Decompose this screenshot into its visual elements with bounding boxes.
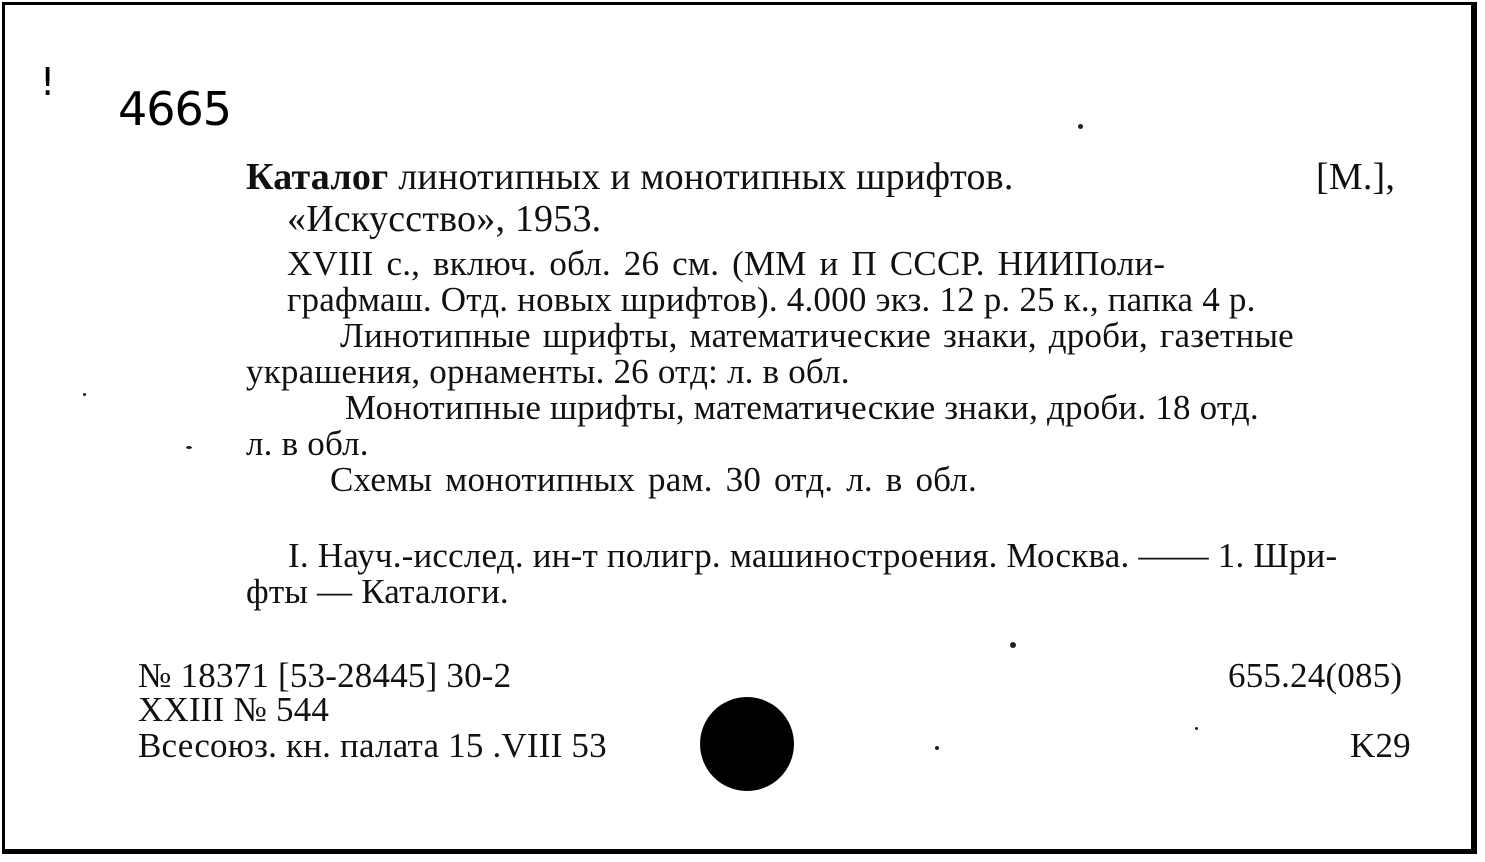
speck bbox=[83, 393, 86, 396]
speck bbox=[186, 446, 192, 449]
footer-classification: 655.24(085) bbox=[1228, 656, 1403, 695]
speck bbox=[935, 746, 939, 750]
collation-line-1: XVIII с., включ. обл. 26 см. (ММ и П СССР. НИИПоли- bbox=[287, 244, 1166, 283]
pencil-mark: ! bbox=[40, 60, 56, 104]
punch-hole bbox=[700, 697, 794, 791]
title-bold: Каталог bbox=[246, 156, 389, 198]
note-3-line-1: Схемы монотипных рам. 30 отд. л. в обл. bbox=[330, 460, 977, 499]
speck bbox=[1195, 727, 1198, 730]
note-1-line-2: украшения, орнаменты. 26 отд: л. в обл. bbox=[246, 352, 850, 391]
collation-line-2: графмаш. Отд. новых шрифтов). 4.000 экз. 12 р. 25 к., папка 4 р. bbox=[287, 280, 1256, 319]
tracing-line-2: фты — Каталоги. bbox=[246, 572, 509, 611]
speck bbox=[1078, 124, 1083, 129]
title-line bbox=[246, 158, 1014, 196]
publisher-line: «Искусство», 1953. bbox=[287, 198, 602, 240]
footer-record-number: № 18371 [53-28445] 30-2 bbox=[138, 656, 512, 695]
speck bbox=[1010, 642, 1016, 648]
footer-chamber-date: Всесоюз. кн. палата 15 .VIII 53 bbox=[138, 726, 607, 765]
note-2-line-2: л. в обл. bbox=[246, 424, 369, 463]
footer-author-mark: K29 bbox=[1350, 726, 1411, 765]
title-rest: линотипных и монотипных шрифтов. bbox=[398, 156, 1014, 198]
note-2-line-1: Монотипные шрифты, математические знаки, дроби. 18 отд. bbox=[345, 388, 1259, 427]
tracing-line-1: I. Науч.-исслед. ин-т полигр. машиностроения. Москва. —— 1. Шри- bbox=[288, 536, 1338, 575]
title-place: [М.], bbox=[1316, 156, 1396, 198]
footer-series-number: XXIII № 544 bbox=[138, 690, 330, 729]
handwritten-number: 4665 bbox=[118, 82, 232, 136]
note-1-line-1: Линотипные шрифты, математические знаки, дроби, газетные bbox=[340, 316, 1294, 355]
